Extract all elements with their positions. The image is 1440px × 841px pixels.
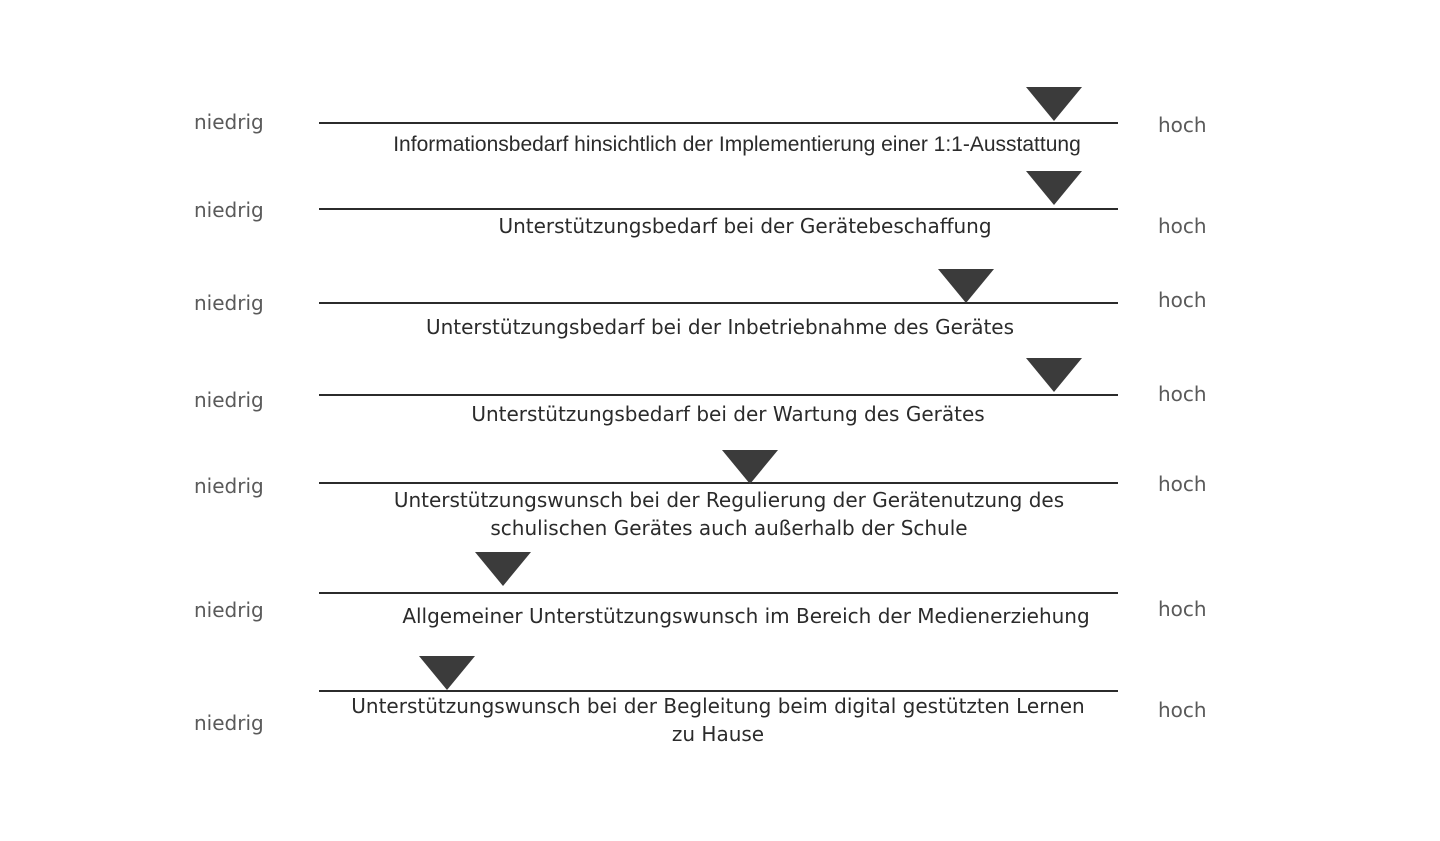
item-label: Informationsbedarf hinsichtlich der Implementierung einer 1:1-Ausstattung (393, 133, 1081, 156)
level-marker (1026, 358, 1082, 392)
item-label: Unterstützungsbedarf bei der Gerätebeschaffung (498, 214, 992, 238)
low-label: niedrig (194, 474, 264, 498)
scale-line (319, 482, 1118, 484)
scale-line (319, 592, 1118, 594)
level-marker (722, 450, 778, 484)
high-label: hoch (1158, 113, 1207, 137)
low-label: niedrig (194, 291, 264, 315)
level-marker (475, 552, 531, 586)
low-label: niedrig (194, 110, 264, 134)
item-label: Unterstützungswunsch bei der Regulierung der Gerätenutzung des schulischen Gerätes auch außerhalb der Schule (393, 488, 1065, 540)
level-marker (938, 269, 994, 303)
item-label: Unterstützungsbedarf bei der Wartung des Gerätes (471, 402, 985, 426)
low-label: niedrig (194, 711, 264, 735)
level-marker (1026, 171, 1082, 205)
high-label: hoch (1158, 288, 1207, 312)
high-label: hoch (1158, 214, 1207, 238)
level-marker (1026, 87, 1082, 121)
item-label: Unterstützungswunsch bei der Begleitung beim digital gestützten Lernen zu Hause (351, 694, 1085, 746)
scale-line (319, 208, 1118, 210)
high-label: hoch (1158, 698, 1207, 722)
low-label: niedrig (194, 198, 264, 222)
low-label: niedrig (194, 598, 264, 622)
low-label: niedrig (194, 388, 264, 412)
item-label: Unterstützungsbedarf bei der Inbetriebnahme des Gerätes (425, 315, 1015, 339)
scale-line (319, 302, 1118, 304)
high-label: hoch (1158, 472, 1207, 496)
scale-line (319, 394, 1118, 396)
high-label: hoch (1158, 382, 1207, 406)
level-marker (419, 656, 475, 690)
high-label: hoch (1158, 597, 1207, 621)
scale-line (319, 122, 1118, 124)
item-label: Allgemeiner Unterstützungswunsch im Bereich der Medienerziehung (402, 604, 1090, 628)
